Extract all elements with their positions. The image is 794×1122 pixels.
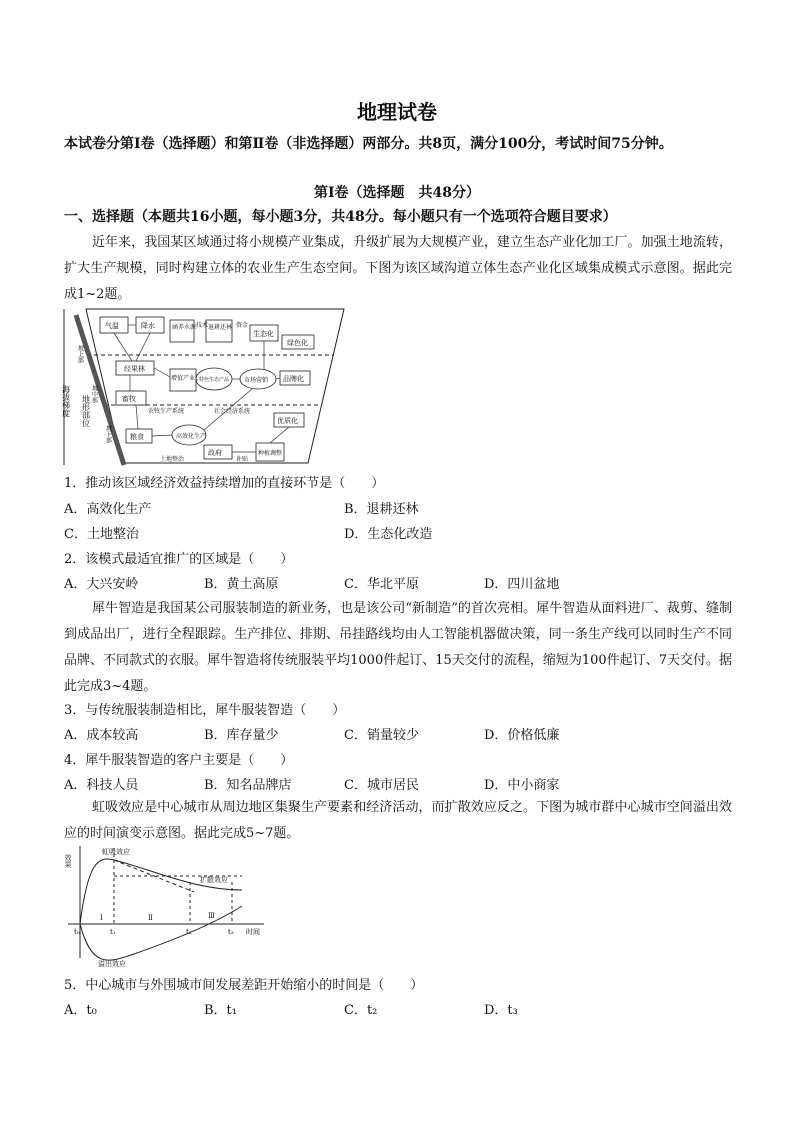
q1-option-b[interactable]: B．退耕还林 <box>344 502 419 517</box>
q5-option-a[interactable]: A．t₀ <box>64 1003 97 1018</box>
svg-text:种植调整: 种植调整 <box>258 450 283 457</box>
part1-heading: 第Ⅰ卷（选择题 共48分） <box>313 185 481 201</box>
svg-text:高效化生产: 高效化生产 <box>176 433 207 440</box>
y-axis-label: 效果 <box>64 854 72 868</box>
q4-option-d[interactable]: D．中小商家 <box>484 778 560 793</box>
svg-text:农牧生产系统: 农牧生产系统 <box>148 408 185 415</box>
q5-option-b[interactable]: B．t₁ <box>204 1003 237 1018</box>
svg-text:经果林: 经果林 <box>124 365 145 373</box>
q5-option-c[interactable]: C．t₂ <box>344 1003 378 1018</box>
svg-text:资金: 资金 <box>236 322 249 329</box>
tick-t1: t₁ <box>110 928 116 936</box>
question-3-stem: 3．与传统服装制造相比，犀牛服装智造（ ） <box>64 703 346 718</box>
section1-heading: 一、选择题（本题共16小题，每小题3分，共48分。每小题只有一个选项符合题目要求） <box>64 209 617 225</box>
svg-text:优质化: 优质化 <box>277 417 298 425</box>
tick-t2: t₂ <box>186 928 192 936</box>
q4-option-b[interactable]: B．知名品牌店 <box>204 778 292 793</box>
svg-text:生态化: 生态化 <box>253 330 274 338</box>
tick-t3: t₃ <box>228 928 234 936</box>
label-siphon: 虹吸效应 <box>102 848 130 856</box>
q2-option-a[interactable]: A．大兴安岭 <box>64 577 139 592</box>
svg-text:特色生态产品: 特色生态产品 <box>199 377 230 383</box>
svg-text:品牌化: 品牌化 <box>283 375 304 383</box>
question-5-stem: 5．中心城市与外围城市间发展差距开始缩小的时间是（ ） <box>64 978 424 993</box>
q2-option-d[interactable]: D．四川盆地 <box>484 577 560 592</box>
svg-text:补贴: 补贴 <box>236 456 249 463</box>
figure-integration-model <box>61 305 354 467</box>
svg-text:畜牧: 畜牧 <box>122 395 136 403</box>
q1-option-d[interactable]: D．生态化改造 <box>344 527 433 542</box>
q3-option-c[interactable]: C．销量较少 <box>344 728 419 743</box>
slope-label-upper: 坡上部 <box>76 345 84 363</box>
q3-option-d[interactable]: D．价格低廉 <box>484 728 560 743</box>
exam-intro: 本试卷分第Ⅰ卷（选择题）和第Ⅱ卷（非选择题）两部分。共8页，满分100分，考试时间75分钟。 <box>64 136 673 152</box>
q1-option-c[interactable]: C．土地整治 <box>64 527 139 542</box>
stage-3: Ⅲ <box>208 912 215 920</box>
stage-1: Ⅰ <box>100 914 103 922</box>
svg-text:绿色化: 绿色化 <box>287 339 308 347</box>
question-2-stem: 2．该模式最适宜推广的区域是（ ） <box>64 552 294 567</box>
siphon-curve <box>80 859 242 924</box>
svg-text:涵养水源: 涵养水源 <box>172 324 197 331</box>
passage-3: 虹吸效应是中心城市从周边地区集聚生产要素和经济活动，而扩散效应反之。下图为城市群中心城市空间溢出效应的时间演变示意图。据此完成5~7题。 <box>64 800 732 841</box>
svg-text:气温: 气温 <box>105 322 119 330</box>
passage-1: 近年来，我国某区域通过将小规模产业集成，升级扩展为大规模产业，建立生态产业化加工厂。加强土地流转，扩大生产规模，同时构建立体的农业生产生态空间。下图为该区域沟道立体生态产业化区域集成模式示意图。据此完成1~2题。 <box>64 235 732 302</box>
svg-text:增值产业: 增值产业 <box>171 375 196 382</box>
svg-text:粮食: 粮食 <box>130 433 144 441</box>
stage-2: Ⅱ <box>148 914 153 922</box>
q3-option-b[interactable]: B．库存量少 <box>204 728 279 743</box>
label-spillover: 溢出效应 <box>98 960 126 968</box>
question-4-stem: 4．犀牛服装智造的客户主要是（ ） <box>64 753 294 768</box>
q5-option-d[interactable]: D．t₃ <box>484 1003 518 1018</box>
label-diffusion: 扩散效应 <box>200 876 228 884</box>
slope-label-middle: 坡中部 <box>90 385 98 403</box>
svg-text:市场营销: 市场营销 <box>244 377 269 384</box>
question-1-stem: 1．推动该区域经济效益持续增加的直接环节是（ ） <box>64 476 385 491</box>
q4-option-c[interactable]: C．城市居民 <box>344 778 419 793</box>
left-axis-label: 海拔梯度 <box>61 385 71 417</box>
svg-text:政府: 政府 <box>208 449 222 457</box>
terrain-label: 地形部位 <box>81 395 91 427</box>
q4-option-a[interactable]: A．科技人员 <box>64 778 139 793</box>
q2-option-b[interactable]: B．黄土高原 <box>204 577 279 592</box>
q3-option-a[interactable]: A．成本较高 <box>64 728 139 743</box>
spillover-curve <box>80 906 242 960</box>
passage-2: 犀牛智造是我国某公司服装制造的新业务，也是该公司“新制造”的首次亮相。犀牛智造从面料进厂、裁剪、缝制到成品出厂，进行全程跟踪。生产排位、排期、吊挂路线均由人工智能机器做决策，同一条生产线可以同时生产不同品牌、不同款式的衣服。犀牛智造将传统服装平均1000件起订、15天交付的流程，缩短为100件起订、7天交付。据此完成3~4题。 <box>64 601 732 694</box>
svg-text:降水: 降水 <box>141 322 155 330</box>
q1-option-a[interactable]: A．高效化生产 <box>64 502 152 517</box>
svg-text:技术: 技术 <box>196 322 209 329</box>
svg-text:土地整治: 土地整治 <box>160 456 185 463</box>
svg-text:退耕还林: 退耕还林 <box>208 324 233 331</box>
svg-text:社会经济系统: 社会经济系统 <box>214 408 251 415</box>
slope-label-lower: 坡下部 <box>104 425 112 443</box>
tick-t0: t₀ <box>74 928 80 936</box>
figure-spillover-effect <box>64 842 274 970</box>
x-axis-label: 时间 <box>246 928 260 936</box>
page-title: 地理试卷 <box>357 100 437 124</box>
q2-option-c[interactable]: C．华北平原 <box>344 577 419 592</box>
